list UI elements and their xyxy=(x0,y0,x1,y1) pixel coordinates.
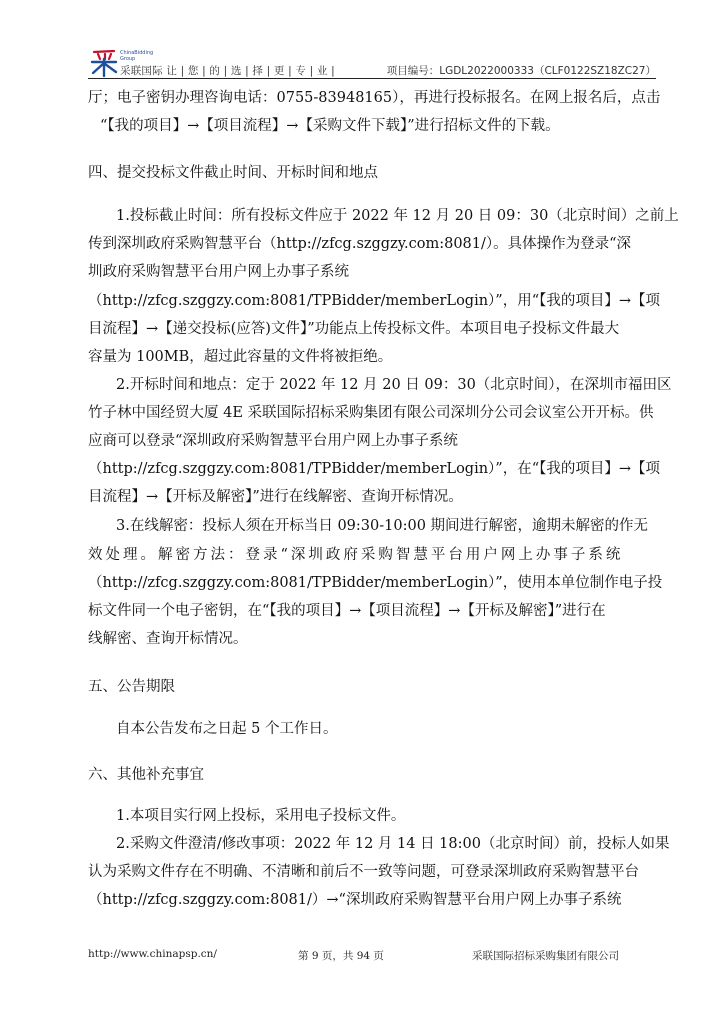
body-line: 目流程】→【开标及解密】”进行在线解密、查询开标情况。 xyxy=(88,489,463,505)
body-line: 自本公告发布之日起 5 个工作日。 xyxy=(116,721,338,737)
section-heading: 四、提交投标文件截止时间、开标时间和地点 xyxy=(88,165,378,181)
section-heading: 五、公告期限 xyxy=(88,679,175,695)
project-number: 项目编号：LGDL2022000333（CLF0122SZ18ZC27） xyxy=(386,65,656,77)
body-line: 圳政府采购智慧平台用户网上办事子系统 xyxy=(88,264,349,280)
body-line: 线解密、查询开标情况。 xyxy=(88,631,248,647)
body-line: 竹子林中国经贸大厦 4E 采联国际招标采购集团有限公司深圳分公司会议室公开开标。供 xyxy=(88,405,654,421)
body-line: 容量为 100MB，超过此容量的文件将被拒绝。 xyxy=(88,349,393,365)
brand-small-text: ChinaBidding Group xyxy=(120,50,154,62)
body-line: （http://zfcg.szggzy.com:8081/TPBidder/memberLogin）”，使用本单位制作电子投 xyxy=(88,575,663,591)
body-line: 2.开标时间和地点：定于 2022 年 12 月 20 日 09：30（北京时间），在深圳市福田区 xyxy=(116,377,672,393)
body-line: 1.投标截止时间：所有投标文件应于 2022 年 12 月 20 日 09：30（北京时间）之前上 xyxy=(116,208,679,224)
body-line: 3.在线解密：投标人须在开标当日 09:30-10:00 期间进行解密，逾期未解密的作无 xyxy=(116,518,649,534)
body-line: 厅；电子密钥办理咨询电话：0755-83948165），再进行投标报名。在网上报名后，点击 xyxy=(88,90,661,106)
header-slogan: 采联国际 让 | 您 | 的 | 选 | 择 | 更 | 专 | 业 | xyxy=(120,65,335,77)
body-line: （http://zfcg.szggzy.com:8081/TPBidder/memberLogin）”，在“【我的项目】→【项 xyxy=(88,461,661,477)
company-logo-icon xyxy=(88,48,122,78)
body-line: 效处理。解密方法：登录“深圳政府采购智慧平台用户网上办事子系统 xyxy=(88,547,624,563)
body-line: （http://zfcg.szggzy.com:8081/TPBidder/memberLogin）”，用“【我的项目】→【项 xyxy=(88,293,661,309)
footer-url: http://www.chinapsp.cn/ xyxy=(88,948,217,960)
footer-company: 采联国际招标采购集团有限公司 xyxy=(472,950,619,962)
body-line: （http://zfcg.szggzy.com:8081/）→“深圳政府采购智慧平台用户网上办事子系统 xyxy=(88,892,622,908)
body-line: 应商可以登录“深圳政府采购智慧平台用户网上办事子系统 xyxy=(88,433,458,449)
body-line: 标文件同一个电子密钥，在“【我的项目】→【项目流程】→【开标及解密】”进行在 xyxy=(88,603,606,619)
page-header xyxy=(88,48,656,78)
body-line: 传到深圳政府采购智慧平台（http://zfcg.szggzy.com:8081/）。具体操作为登录“深 xyxy=(88,236,632,252)
body-line: 认为采购文件存在不明确、不清晰和前后不一致等问题，可登录深圳政府采购智慧平台 xyxy=(88,864,639,880)
body-line: 2.采购文件澄清/修改事项：2022 年 12 月 14 日 18:00（北京时间）前，投标人如果 xyxy=(116,836,670,852)
body-line: 目流程】→【递交投标(应答)文件】”功能点上传投标文件。本项目电子投标文件最大 xyxy=(88,321,620,337)
section-heading: 六、其他补充事宜 xyxy=(88,767,204,783)
footer-page-number: 第 9 页，共 94 页 xyxy=(298,950,384,962)
body-line: 1.本项目实行网上投标，采用电子投标文件。 xyxy=(116,808,406,824)
header-divider xyxy=(88,78,656,79)
body-line: “【我的项目】→【项目流程】→【采购文件下载】”进行招标文件的下载。 xyxy=(100,118,560,134)
